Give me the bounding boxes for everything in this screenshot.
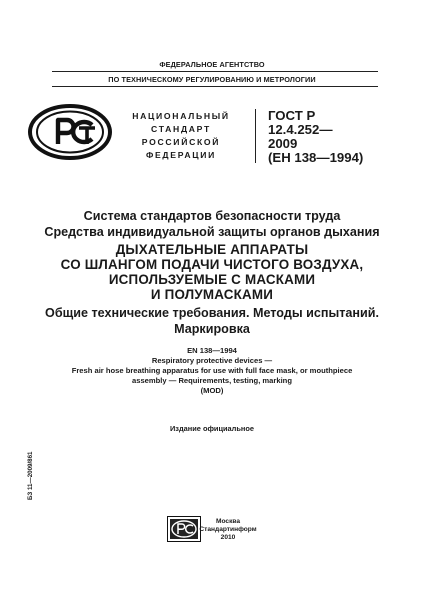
title-system: Система стандартов безопасности труда [83,209,341,223]
header-divider-top [52,71,378,72]
title-caps-line1: ДЫХАТЕЛЬНЫЕ АППАРАТЫ [115,242,309,257]
title-subtitle-line2: Маркировка [174,322,250,336]
publisher-name: Стандартинформ [199,526,257,534]
title-means: Средства индивидуальной защиты органов дыхания [44,225,380,239]
publisher-info [198,518,258,543]
designation-line1: ГОСТ Р [268,108,316,123]
national-standard-label [121,110,241,162]
english-title-line4: (MOD) [200,386,224,395]
english-title-line1: Respiratory protective devices — [151,356,273,365]
designation-divider [255,109,256,163]
title-caps-line4: И ПОЛУМАСКАМИ [150,287,274,302]
title-subtitle-line1: Общие технические требования. Методы испытаний. [45,306,379,320]
agency-name: ФЕДЕРАЛЬНОЕ АГЕНТСТВО [159,60,265,69]
national-standard-line3: РОССИЙСКОЙ [141,137,221,147]
english-title-line2: Fresh air hose breathing apparatus for use with full face mask, or mouthpiece [71,366,353,375]
standard-designation [268,109,363,165]
title-caps-line2: СО ШЛАНГОМ ПОДАЧИ ЧИСТОГО ВОЗДУХА, [60,257,364,272]
publisher-logo [167,516,201,542]
edition-label: Издание официальное [169,424,254,433]
publisher-city: Москва [215,518,241,525]
agency-subtitle: ПО ТЕХНИЧЕСКОМУ РЕГУЛИРОВАНИЮ И МЕТРОЛОГИИ [108,75,316,84]
english-title-line3: assembly — Requirements, testing, marking [132,376,292,385]
designation-line2: 12.4.252— [268,122,333,137]
national-standard-line1: НАЦИОНАЛЬНЫЙ [132,111,230,121]
header-divider-bottom [52,86,378,87]
designation-line3: 2009 [268,136,298,151]
title-caps-line3: ИСПОЛЬЗУЕМЫЕ С МАСКАМИ [108,272,316,287]
national-standard-line2: СТАНДАРТ [151,124,211,134]
designation-line4: (ЕН 138—1994) [268,150,364,165]
publisher-year: 2010 [220,534,236,542]
side-stamp: БЗ 11—2009/861 [27,451,34,500]
rst-logo [28,104,112,160]
national-standard-line4: ФЕДЕРАЦИИ [145,150,217,160]
english-ref: EN 138—1994 [187,346,237,355]
